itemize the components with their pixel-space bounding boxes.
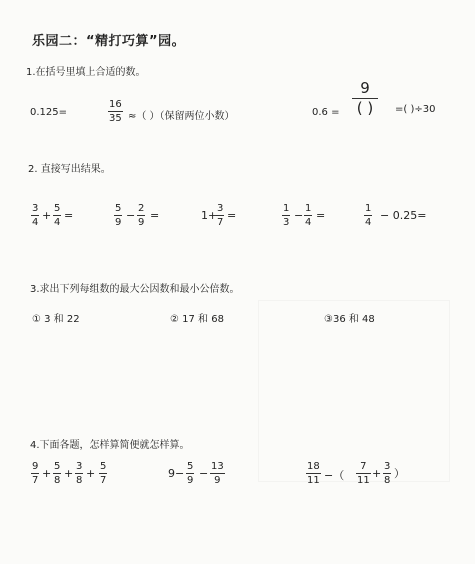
operator: + (42, 209, 52, 222)
numerator: 5 (100, 461, 107, 472)
fraction-bar (108, 111, 123, 112)
fraction-bar (53, 473, 61, 474)
fraction-bar (31, 473, 39, 474)
numerator: 1 (365, 203, 372, 214)
bleed-through-grid (258, 300, 450, 482)
numerator: 2 (138, 203, 145, 214)
equals: = (64, 209, 74, 222)
denominator: 8 (384, 475, 391, 486)
equals: = (150, 209, 160, 222)
denominator: ( ) (356, 99, 374, 117)
minus: − (199, 467, 209, 480)
fraction-bar (31, 215, 39, 216)
q2-e2-fraction-b (137, 203, 145, 228)
denominator: 3 (283, 217, 290, 228)
q1b-approx-text: ≈（ ）（保留两位小数） (128, 111, 235, 122)
numerator: 13 (211, 461, 224, 472)
numerator: 5 (54, 461, 61, 472)
fraction-bar (99, 473, 107, 474)
whole-minus: 9− (168, 467, 185, 480)
fraction-bar (210, 473, 225, 474)
fraction-bar (186, 473, 194, 474)
minus-open-paren: −（ (324, 469, 345, 482)
numerator: 9 (32, 461, 39, 472)
equals: = (316, 209, 326, 222)
fraction-bar (356, 473, 371, 474)
q4-heading: 4.下面各题，怎样算简便就怎样算。 (30, 440, 190, 451)
close-paren: ） (394, 467, 405, 480)
numerator: 3 (384, 461, 391, 472)
fraction-bar (114, 215, 122, 216)
q2-e4-fraction-b (304, 203, 312, 228)
q3-heading: 3.求出下列每组数的最大公因数和最小公倍数。 (30, 284, 240, 295)
q1c-left: 0.6 = (312, 107, 340, 118)
denominator: 4 (365, 217, 372, 228)
q2-e2-fraction-a (114, 203, 122, 228)
q1a-expression: 0.125= (30, 107, 68, 118)
numerator: 9 (360, 79, 370, 97)
numerator: 1 (305, 203, 312, 214)
fraction-bar (75, 473, 83, 474)
numerator: 3 (32, 203, 39, 214)
numerator: 16 (109, 99, 122, 110)
q4-e2-fraction-a (186, 461, 194, 486)
numerator: 5 (115, 203, 122, 214)
q3-item-1: ① 3 和 22 (32, 314, 80, 325)
fraction-bar (304, 215, 312, 216)
q4-e3-fraction-b (356, 461, 371, 486)
q4-e1-fraction-b (53, 461, 61, 486)
denominator: 9 (138, 217, 145, 228)
fraction-bar (306, 473, 321, 474)
q4-e1-fraction-a (31, 461, 39, 486)
fraction-bar (383, 473, 391, 474)
page-title: 乐园二：“精打巧算”园。 (32, 34, 186, 49)
denominator: 8 (76, 475, 83, 486)
operator: − (126, 209, 136, 222)
denominator: 7 (32, 475, 39, 486)
denominator: 4 (305, 217, 312, 228)
denominator: 35 (109, 113, 122, 124)
q1-heading: 1.在括号里填上合适的数。 (26, 67, 146, 78)
whole-plus: 1+ (201, 209, 218, 222)
q2-e3-fraction (216, 203, 224, 228)
denominator: 4 (54, 217, 61, 228)
q3-item-3: ③36 和 48 (324, 314, 375, 325)
plus: + (64, 467, 74, 480)
plus: + (372, 467, 382, 480)
denominator: 11 (357, 475, 370, 486)
numerator: 3 (76, 461, 83, 472)
denominator: 9 (187, 475, 194, 486)
plus: + (86, 467, 96, 480)
denominator: 7 (100, 475, 107, 486)
plus: + (42, 467, 52, 480)
fraction-bar (364, 215, 372, 216)
minus-decimal: − 0.25= (380, 209, 427, 222)
q2-e1-fraction-b (53, 203, 61, 228)
q1c-fraction (352, 80, 378, 117)
fraction-bar (137, 215, 145, 216)
q2-e4-fraction-a (282, 203, 290, 228)
q4-e3-fraction-c (383, 461, 391, 486)
numerator: 18 (307, 461, 320, 472)
q1b-fraction (108, 99, 123, 124)
q3-item-2: ② 17 和 68 (170, 314, 224, 325)
fraction-bar (216, 215, 224, 216)
fraction-bar (53, 215, 61, 216)
numerator: 5 (54, 203, 61, 214)
numerator: 1 (283, 203, 290, 214)
q4-e1-fraction-c (75, 461, 83, 486)
fraction-bar (282, 215, 290, 216)
denominator: 11 (307, 475, 320, 486)
denominator: 8 (54, 475, 61, 486)
numerator: 3 (217, 203, 224, 214)
denominator: 9 (214, 475, 221, 486)
q1c-right: =( )÷30 (395, 104, 436, 115)
equals: = (227, 209, 237, 222)
denominator: 9 (115, 217, 122, 228)
q4-e1-fraction-d (99, 461, 107, 486)
operator: − (294, 209, 304, 222)
numerator: 5 (187, 461, 194, 472)
q4-e2-fraction-b (210, 461, 225, 486)
denominator: 7 (217, 217, 224, 228)
q2-e5-fraction (364, 203, 372, 228)
q2-heading: 2. 直接写出结果。 (28, 164, 111, 175)
denominator: 4 (32, 217, 39, 228)
numerator: 7 (360, 461, 367, 472)
q4-e3-fraction-a (306, 461, 321, 486)
q2-e1-fraction-a (31, 203, 39, 228)
